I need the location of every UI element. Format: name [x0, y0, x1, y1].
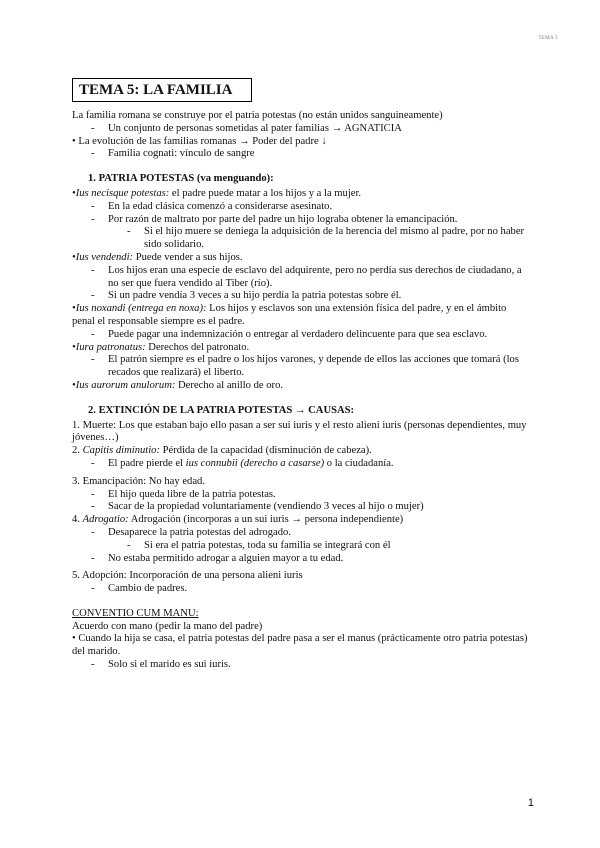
term-ius-noxandi: •Ius noxandi (entrega en noxa): — [72, 303, 207, 315]
section-heading-extincion: 2. EXTINCIÓN DE LA PATRIA POTESTAS → CAUSAS: — [88, 404, 355, 416]
page-number: 1 — [527, 797, 534, 809]
list-item: - El hijo queda libre de la patria potestas. — [72, 489, 530, 502]
list-item-nested: - Si el hijo muere se deniega la adquisición de la herencia del mismo al padre, por no haber sido solidario. — [72, 226, 530, 252]
ius-noxandi-entry — [72, 303, 530, 329]
sub-post: o la ciudadanía. — [324, 457, 394, 469]
text-ius-aurorum: Derecho al anillo de oro. — [175, 379, 284, 391]
list-item: - Desaparece la patria potestas del adrogado. — [72, 527, 530, 540]
term-capitis-diminutio: Capitis diminutio: — [82, 445, 160, 457]
list-item: - Por razón de maltrato por parte del padre un hijo lograba obtener la emancipación. — [72, 214, 530, 227]
term-ius-aurorum: •Ius aurorum anulorum: — [72, 379, 176, 391]
list-item: - Sacar de la propiedad voluntariamente (vendiendo 3 veces al hijo o mujer) — [72, 501, 530, 514]
list-item: - Los hijos eran una especie de esclavo del adquirente, pero no perdía sus derechos de ciudadano, a no ser que fuera vendido al Tiber (río). — [72, 265, 530, 291]
term-adrogatio: Adrogatio: — [82, 514, 129, 526]
intro-line-2: • La evolución de las familias romanas → Poder del padre ↓ — [72, 135, 327, 147]
list-item: - El patrón siempre es el padre o los hijos varones, y depende de ellos las acciones que tomará (los recados que realizará) el liberto. — [72, 354, 530, 380]
conventio-heading: CONVENTIO CUM MANU: — [72, 607, 199, 619]
term-ius-necisque: •Ius necisque potestas: — [72, 187, 170, 199]
list-item — [72, 458, 530, 471]
text-ius-vendendi: Puede vender a sus hijos. — [133, 251, 243, 263]
conventio-line-1: Acuerdo con mano (pedir la mano del padre) — [72, 620, 263, 632]
text-iura-patronatus: Derechos del patronato. — [145, 341, 250, 353]
intro-line: La familia romana se construye por el patria potestas (no están unidos sanguineamente) — [72, 110, 443, 121]
text-ius-necisque: el padre puede matar a los hijos y a la mujer. — [169, 187, 362, 199]
item-2-number: 2. — [72, 445, 83, 457]
section-heading-patria-potestas: 1. PATRIA POTESTAS (va menguando): — [88, 173, 274, 185]
intro-bullet: - Un conjunto de personas sometidas al pater familias → AGNATICIA — [72, 123, 530, 136]
term-ius-connubii: ius connubii (derecho a casarse) — [185, 457, 325, 469]
iura-patronatus-entry — [72, 342, 530, 355]
sub-pre: El padre pierde el — [108, 457, 186, 469]
list-item-nested: - Si era el patria potestas, toda su familia se integrará con él — [72, 540, 530, 553]
document-body — [72, 110, 530, 672]
term-iura-patronatus: •Iura patronatus: — [72, 341, 146, 353]
term-ius-vendendi: •Ius vendendi: — [72, 251, 134, 263]
ius-vendendi-entry — [72, 252, 530, 265]
extincion-item-1: 1. Muerte: Los que estaban bajo ello pasan a ser sui iuris y el resto alieni iuris (personas dependientes, muy jóvenes…) — [72, 419, 527, 444]
text-capitis-diminutio: Pérdida de la capacidad (disminución de cabeza). — [160, 445, 372, 457]
ius-aurorum-entry — [72, 380, 530, 393]
list-item: - Cambio de padres. — [72, 583, 530, 596]
extincion-item-4 — [72, 514, 530, 527]
intro-bullet-2: - Familia cognati: vínculo de sangre — [72, 148, 530, 161]
text-ius-noxandi: Los hijos y esclavos son una extensión física del padre, y en el ámbito penal el responsable siempre es el padre. — [72, 303, 507, 327]
ius-necisque-entry — [72, 188, 530, 201]
page-title: TEMA 5: LA FAMILIA — [72, 78, 252, 102]
list-item: - Si un padre vendía 3 veces a su hijo perdía la patria potestas sobre él. — [72, 290, 530, 303]
extincion-item-3: 3. Emancipación: No hay edad. — [72, 475, 205, 487]
list-item: - Puede pagar una indemnización o entregar al verdadero delincuente para que sea esclavo. — [72, 329, 530, 342]
item-4-number: 4. — [72, 514, 83, 526]
list-item: - No estaba permitido adrogar a alguien mayor a tu edad. — [72, 553, 530, 566]
extincion-item-5: 5. Adopción: Incorporación de una persona alieni iuris — [72, 570, 303, 582]
conventio-line-2: • Cuando la hija se casa, el patria potestas del padre pasa a ser el manus (prácticamente otro patria potestas) del marido. — [72, 633, 528, 658]
list-item: - En la edad clásica comenzó a considerarse asesinato. — [72, 201, 530, 214]
page-header-tag: TEMA 5 — [538, 36, 558, 41]
extincion-item-2 — [72, 445, 530, 458]
list-item: - Solo si el marido es sui iuris. — [72, 659, 530, 672]
text-adrogatio: Adrogación (incorporas a un sui iuris → persona independiente) — [128, 514, 404, 526]
